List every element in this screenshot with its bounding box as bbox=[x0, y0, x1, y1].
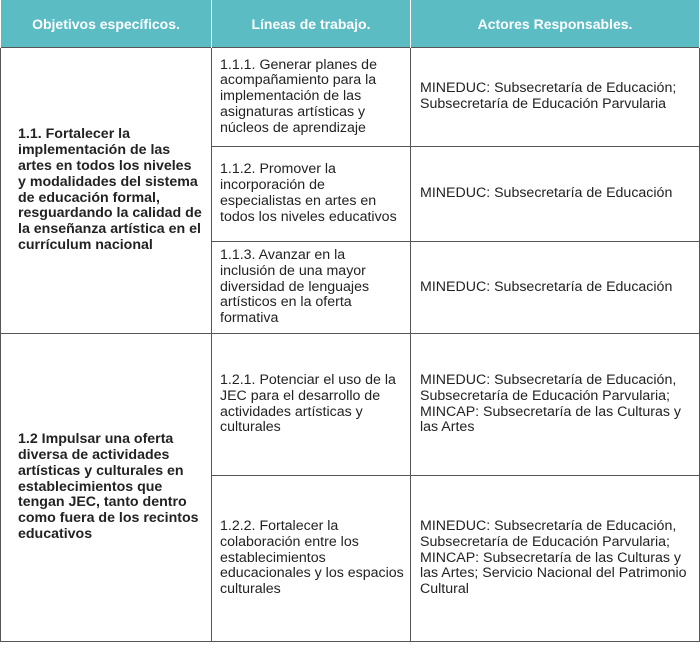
objective-cell-1-2 bbox=[1, 334, 212, 642]
actors-text: MINEDUC: Subsecretaría de Educación, Subsecretaría de Educación Parvularia; MINCAP: Subsecretaría de las Culturas y las Artes bbox=[420, 371, 681, 436]
line-cell-1-2-2 bbox=[212, 476, 411, 642]
actors-cell-1-1-2 bbox=[411, 147, 700, 242]
header-lineas: Líneas de trabajo. bbox=[212, 0, 411, 48]
objective-cell-1-1 bbox=[1, 48, 212, 334]
header-row bbox=[1, 0, 700, 48]
line-cell-1-2-1 bbox=[212, 334, 411, 476]
line-cell-1-1-2 bbox=[212, 147, 411, 242]
actors-text: MINEDUC: Subsecretaría de Educación; Subsecretaría de Educación Parvularia bbox=[420, 80, 677, 112]
actors-text: MINEDUC: Subsecretaría de Educación bbox=[420, 278, 673, 295]
header-objetivos: Objetivos específicos. bbox=[1, 0, 212, 48]
line-text: 1.1.1. Generar planes de acompañamiento para la implementación de las asignaturas artísticas y núcleos de aprendizaje bbox=[220, 56, 377, 136]
line-cell-1-1-1 bbox=[212, 48, 411, 147]
header-actores: Actores Responsables. bbox=[411, 0, 700, 48]
line-text: 1.2.1. Potenciar el uso de la JEC para el desarrollo de actividades artísticas y culturales bbox=[220, 371, 396, 436]
actors-text: MINEDUC: Subsecretaría de Educación bbox=[420, 185, 673, 202]
objective-text: 1.2 Impulsar una oferta diversa de actividades artísticas y culturales en establecimientos que tengan JEC, tanto dentro como fuera de los recintos educativos bbox=[18, 431, 199, 542]
actors-cell-1-1-1 bbox=[411, 48, 700, 147]
objective-text: 1.1. Fortalecer la implementación de las artes en todos los niveles y modalidades del sistema de educación formal, resguardando la calidad de la enseñanza artística en el currículum nacional bbox=[18, 126, 202, 253]
line-text: 1.1.2. Promover la incorporación de especialistas en artes en todos los niveles educativos bbox=[220, 161, 397, 225]
line-cell-1-1-3 bbox=[212, 242, 411, 334]
actors-cell-1-2-1 bbox=[411, 334, 700, 476]
actors-text: MINEDUC: Subsecretaría de Educación, Subsecretaría de Educación Parvularia; MINCAP: Subsecretaría de las Culturas y las Artes; Servicio Nacional del Patrimonio Cultural bbox=[420, 518, 687, 598]
line-text: 1.1.3. Avanzar en la inclusión de una mayor diversidad de lenguajes artísticos en la oferta formativa bbox=[220, 247, 370, 327]
table-row bbox=[1, 334, 700, 476]
table-row bbox=[1, 48, 700, 147]
actors-cell-1-1-3 bbox=[411, 242, 700, 334]
actors-cell-1-2-2 bbox=[411, 476, 700, 642]
line-text: 1.2.2. Fortalecer la colaboración entre los establecimientos educacionales y los espacios culturales bbox=[220, 518, 404, 598]
